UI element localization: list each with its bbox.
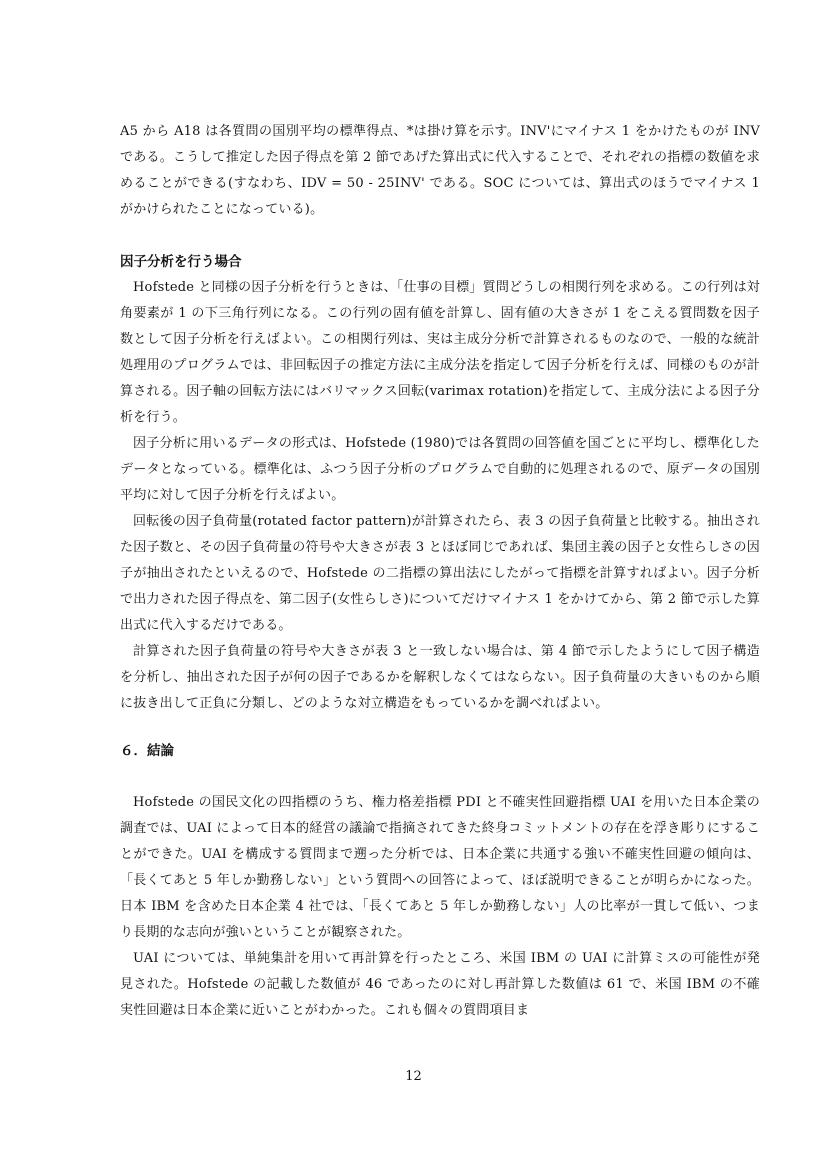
conclusion-body (120, 790, 760, 1024)
conclusion-heading: ６．結論 (120, 743, 174, 759)
page-number: 12 (405, 1069, 422, 1084)
factor-analysis-heading: 因子分析を行う場合 (120, 254, 242, 270)
body-paragraph: 計算された因子負荷量の符号や大きさが表 3 と一致しない場合は、第 4 節で示したようにして因子構造を分析し、抽出された因子が何の因子であるかを解釈しなくてはならない。因子負荷量の大きいものから順に抜き出して正負に分類し、どのような対立構造をもっているかを調べればよい。 (120, 644, 760, 711)
body-paragraph: 回転後の因子負荷量(rotated factor pattern)が計算されたら、表 3 の因子負荷量と比較する。抽出された因子数と、その因子負荷量の符号や大きさが表 3 とほぼ同じであれば、集団主義の因子と女性らしさの因子が抽出されたといえるので、Hofstede の二指標の算出法にしたがって指標を計算すればよい。因子分析で出力された因子得点を、第二因子(女性らしさ)についてだけマイナス 1 をかけてから、第 2 節で示した算出式に代入するだけである。 (120, 514, 760, 633)
body-paragraph: Hofstede と同様の因子分析を行うときは、「仕事の目標」質問どうしの相関行列を求める。この行列は対角要素が 1 の下三角行列になる。この行列の固有値を計算し、固有値の大きさが 1 をこえる質問数を因子数として因子分析を行えばよい。この相関行列は、実は主成分分析で計算されるものなので、一般的な統計処理用のプログラムでは、非回転因子の推定方法に主成分法を指定して因子分析を行えば、同様のものが計算される。因子軸の回転方法にはバリマックス回転(varimax rotation)を指定して、主成分法による因子分析を行う。 (120, 280, 760, 425)
factor-analysis-body (120, 275, 760, 717)
body-paragraph: UAI については、単純集計を用いて再計算を行ったところ、米国 IBM の UAI に計算ミスの可能性が発見された。Hofstede の記載した数値が 46 であったのに対し再計算した数値は 61 で、米国 IBM の不確実性回避は日本企業に近いことがわかった。これも個々の質問項目ま (120, 951, 760, 1018)
intro-paragraph-block (120, 119, 760, 223)
intro-paragraph: A5 から A18 は各質問の国別平均の標準得点、*は掛け算を示す。INV'にマイナス 1 をかけたものが INV である。こうして推定した因子得点を第 2 節であげた算出式に代入することで、それぞれの指標の数値を求めることができる(すなわち、IDV = 50 - 25INV' である。SOC については、算出式のほうでマイナス 1 がかけられたことになっている)。 (120, 124, 760, 217)
body-paragraph: 因子分析に用いるデータの形式は、Hofstede (1980)では各質問の回答値を国ごとに平均し、標準化したデータとなっている。標準化は、ふつう因子分析のプログラムで自動的に処理されるので、原データの国別平均に対して因子分析を行えばよい。 (120, 436, 760, 503)
body-paragraph: Hofstede の国民文化の四指標のうち、権力格差指標 PDI と不確実性回避指標 UAI を用いた日本企業の調査では、UAI によって日本的経営の議論で指摘されてきた終身コミットメントの存在を浮き彫りにすることができた。UAI を構成する質問まで遡った分析では、日本企業に共通する強い不確実性回避の傾向は、「長くてあと 5 年しか勤務しない」という質問への回答によって、ほぼ説明できることが明らかになった。日本 IBM を含めた日本企業 4 社では、「長くてあと 5 年しか勤務しない」人の比率が一貫して低い、つまり長期的な志向が強いということが観察された。 (120, 795, 760, 940)
